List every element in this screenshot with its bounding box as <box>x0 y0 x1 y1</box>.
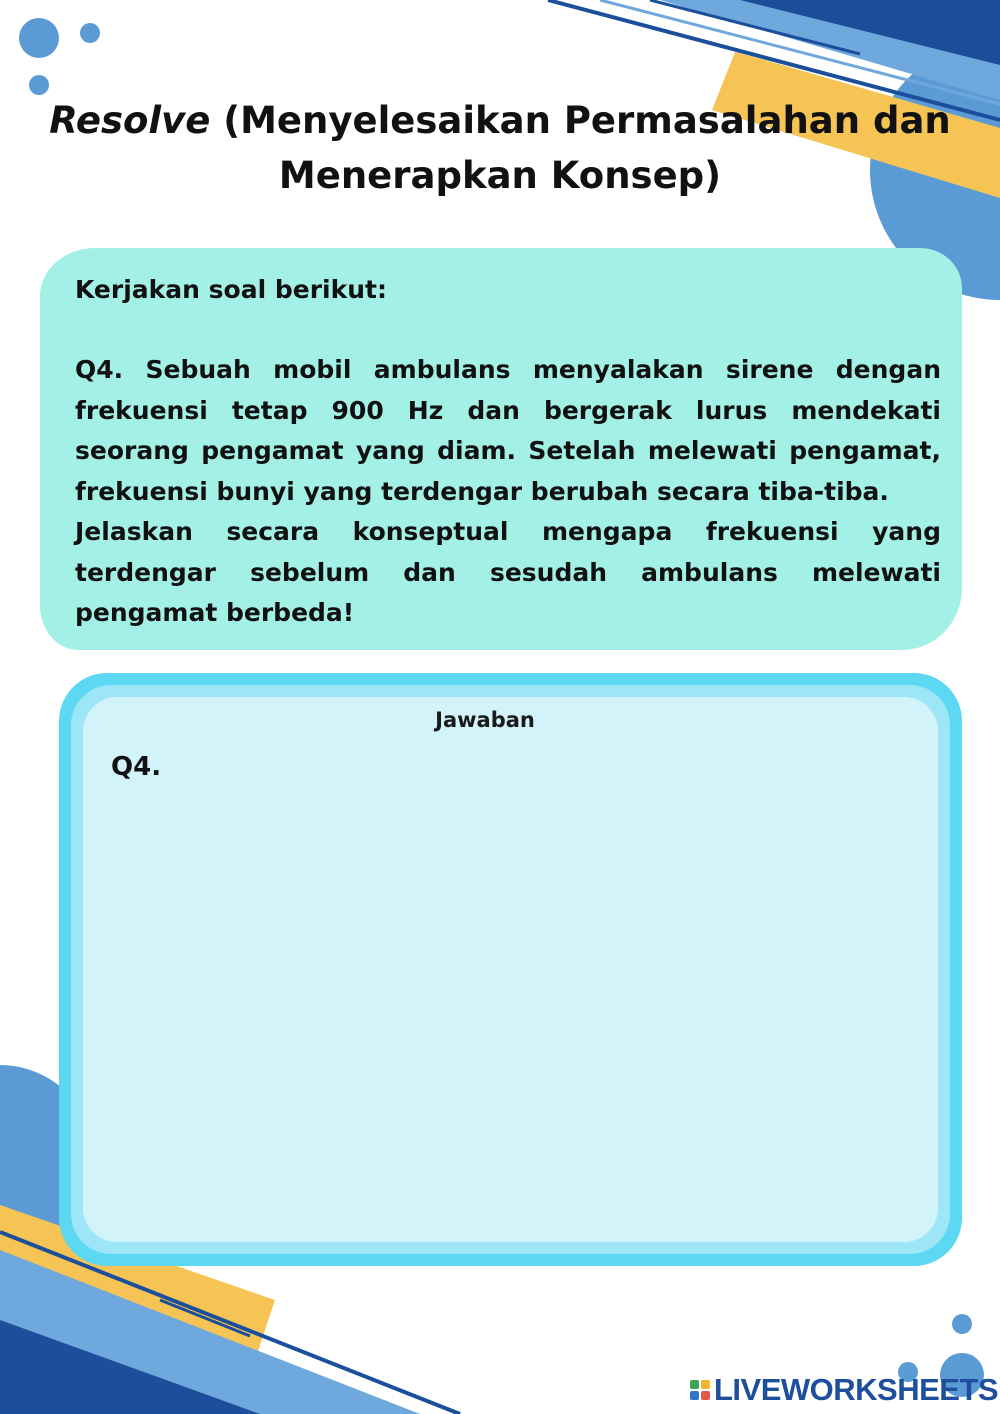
decor-dot <box>19 18 59 58</box>
logo-text: LIVEWORKSHEETS <box>714 1372 999 1407</box>
question-paragraph-1: Q4. Sebuah mobil ambulans menyalakan sirene dengan frekuensi tetap 900 Hz dan bergerak lurus mendekati seorang pengamat yang diam. Setelah melewati pengamat, frekuensi bunyi yang terdengar berubah secara tiba-tiba. <box>75 355 941 506</box>
instruction-text: Kerjakan soal berikut: <box>75 275 387 304</box>
question-text <box>75 350 941 634</box>
page-title <box>40 93 960 203</box>
logo-icon <box>690 1380 710 1400</box>
answer-label: Jawaban <box>435 708 535 732</box>
title-line2: Menerapkan Konsep) <box>278 154 722 197</box>
decor-dot <box>29 75 49 95</box>
decor-dot <box>952 1314 972 1334</box>
question-paragraph-2: Jelaskan secara konseptual mengapa frekuensi yang terdengar sebelum dan sesudah ambulans melewati pengamat berbeda! <box>75 517 941 627</box>
title-emphasis: Resolve <box>49 99 211 142</box>
answer-question-number: Q4. <box>111 752 162 782</box>
decor-dot <box>80 23 100 43</box>
title-rest-line1: (Menyelesaikan Permasalahan dan <box>210 99 951 142</box>
liveworksheets-logo <box>690 1374 998 1406</box>
answer-input[interactable] <box>160 750 934 1224</box>
